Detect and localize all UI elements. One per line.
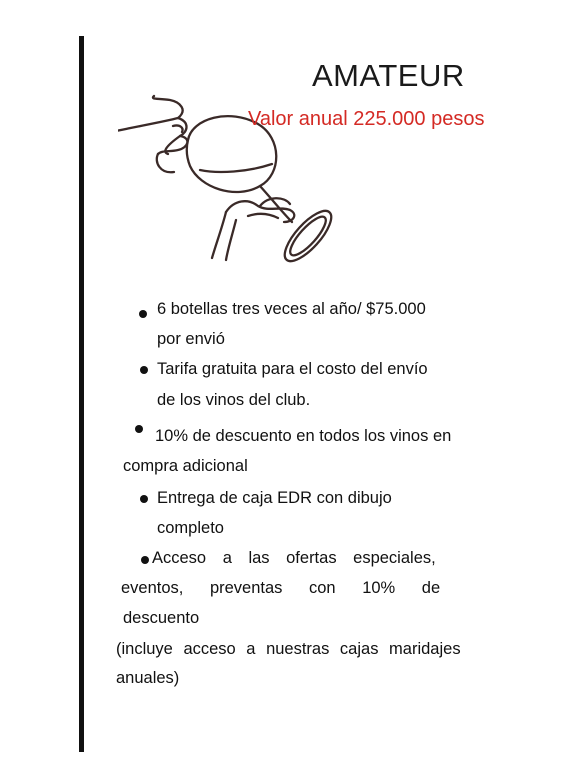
note-line-2: anuales) (116, 669, 180, 687)
bullet (139, 310, 147, 318)
benefit-5-line-1: Acceso a las ofertas especiales, (152, 549, 436, 567)
benefit-1-line-2: por envió (157, 330, 225, 348)
bullet (135, 425, 143, 433)
benefit-2-line-2: de los vinos del club. (157, 391, 311, 409)
benefit-4-line-2: completo (157, 519, 224, 537)
benefit-3-line-1: 10% de descuento en todos los vinos en (155, 427, 452, 445)
bullet (140, 495, 148, 503)
bullet (141, 556, 149, 564)
benefit-5-line-3: descuento (123, 609, 200, 627)
plan-title: AMATEUR (312, 58, 465, 93)
benefit-3-line-2: compra adicional (123, 457, 248, 475)
plan-price: Valor anual 225.000 pesos (248, 108, 485, 130)
benefit-5-line-2: eventos, preventas con 10% de (121, 579, 441, 597)
bullet (140, 366, 148, 374)
benefit-4-line-1: Entrega de caja EDR con dibujo (157, 489, 392, 507)
benefit-1-line-1: 6 botellas tres veces al año/ $75.000 (157, 300, 426, 318)
vertical-rule (79, 36, 84, 752)
benefit-2-line-1: Tarifa gratuita para el costo del envío (157, 360, 428, 378)
note-line-1: (incluye acceso a nuestras cajas maridajes (116, 640, 461, 658)
